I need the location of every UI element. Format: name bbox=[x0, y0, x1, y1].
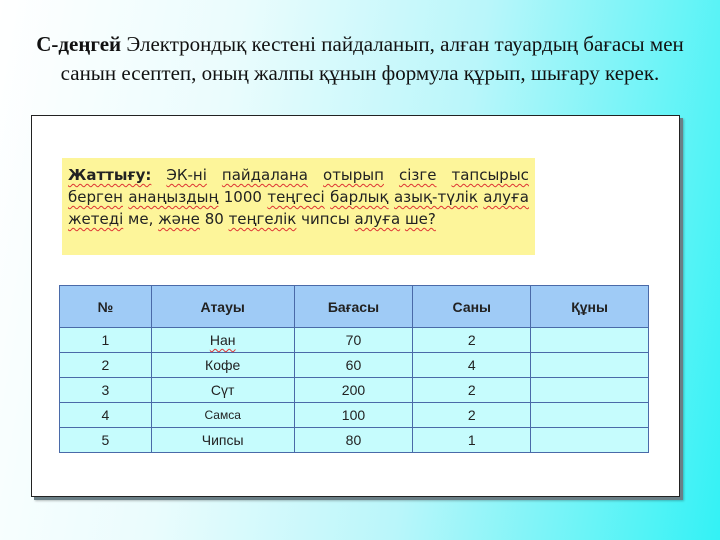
cell-total[interactable] bbox=[531, 428, 649, 453]
exercise-word: теңгелік bbox=[228, 210, 297, 228]
header-number: № bbox=[60, 286, 152, 328]
cell-total[interactable] bbox=[531, 378, 649, 403]
exercise-word: ше? bbox=[404, 210, 436, 228]
cell-price[interactable]: 70 bbox=[294, 328, 413, 353]
exercise-word: пайдалана bbox=[221, 166, 308, 184]
exercise-word: және bbox=[158, 210, 200, 228]
header-price: Бағасы bbox=[294, 286, 413, 328]
exercise-word: тапсырыс bbox=[451, 166, 529, 184]
level-label: С-деңгей bbox=[36, 32, 122, 56]
cell-name-text: Нан bbox=[209, 332, 236, 348]
exercise-word: отырып bbox=[323, 166, 384, 184]
cell-total[interactable] bbox=[531, 353, 649, 378]
exercise-word: теңгесі bbox=[267, 188, 325, 206]
exercise-label: Жаттығу: bbox=[68, 166, 152, 184]
cell-name[interactable]: Кофе bbox=[151, 353, 294, 378]
table-row bbox=[60, 378, 649, 403]
exercise-word: 80 bbox=[204, 210, 224, 228]
exercise-word: азық-түлік bbox=[393, 188, 478, 206]
slide-title bbox=[10, 30, 710, 88]
cell-number[interactable]: 4 bbox=[60, 403, 152, 428]
exercise-word: анаңыздың bbox=[128, 188, 219, 206]
exercise-word: алуға bbox=[354, 210, 401, 228]
cell-quantity[interactable]: 2 bbox=[413, 403, 531, 428]
cell-number[interactable]: 5 bbox=[60, 428, 152, 453]
exercise-word: алуға bbox=[483, 188, 529, 206]
cell-name[interactable]: Чипсы bbox=[151, 428, 294, 453]
cell-name[interactable] bbox=[151, 328, 294, 353]
table-row bbox=[60, 353, 649, 378]
title-text: Электрондық кестені пайдаланып, алған тауардың бағасы мен санын есептеп, оның жалпы құнын формула құрып, шығару керек. bbox=[60, 32, 684, 85]
header-name: Атауы bbox=[151, 286, 294, 328]
header-total: Құны bbox=[531, 286, 649, 328]
table-row bbox=[60, 403, 649, 428]
exercise-word: жетеді bbox=[68, 210, 124, 228]
cell-price[interactable]: 80 bbox=[294, 428, 413, 453]
cell-price[interactable]: 100 bbox=[294, 403, 413, 428]
exercise-word: чипсы bbox=[301, 210, 350, 228]
exercise-box bbox=[62, 158, 535, 255]
exercise-word: сізге bbox=[398, 166, 437, 184]
cell-number[interactable]: 1 bbox=[60, 328, 152, 353]
table-row bbox=[60, 428, 649, 453]
cell-price[interactable]: 60 bbox=[294, 353, 413, 378]
cell-price[interactable]: 200 bbox=[294, 378, 413, 403]
screenshot-frame bbox=[31, 115, 680, 497]
table-row bbox=[60, 328, 649, 353]
cell-name[interactable]: Самса bbox=[151, 403, 294, 428]
cell-quantity[interactable]: 2 bbox=[413, 328, 531, 353]
exercise-word: 1000 bbox=[223, 188, 262, 206]
cell-number[interactable]: 3 bbox=[60, 378, 152, 403]
cell-quantity[interactable]: 1 bbox=[413, 428, 531, 453]
header-quantity: Саны bbox=[413, 286, 531, 328]
cell-number[interactable]: 2 bbox=[60, 353, 152, 378]
cell-total[interactable] bbox=[531, 403, 649, 428]
exercise-word: ме, bbox=[128, 210, 154, 228]
table-header-row bbox=[60, 286, 649, 328]
exercise-word: барлық bbox=[330, 188, 389, 206]
exercise-word: берген bbox=[68, 188, 123, 206]
cell-total[interactable] bbox=[531, 328, 649, 353]
cell-quantity[interactable]: 2 bbox=[413, 378, 531, 403]
cell-quantity[interactable]: 4 bbox=[413, 353, 531, 378]
products-table bbox=[59, 285, 649, 453]
exercise-word: ЭК-ні bbox=[166, 166, 207, 184]
cell-name[interactable]: Сүт bbox=[151, 378, 294, 403]
